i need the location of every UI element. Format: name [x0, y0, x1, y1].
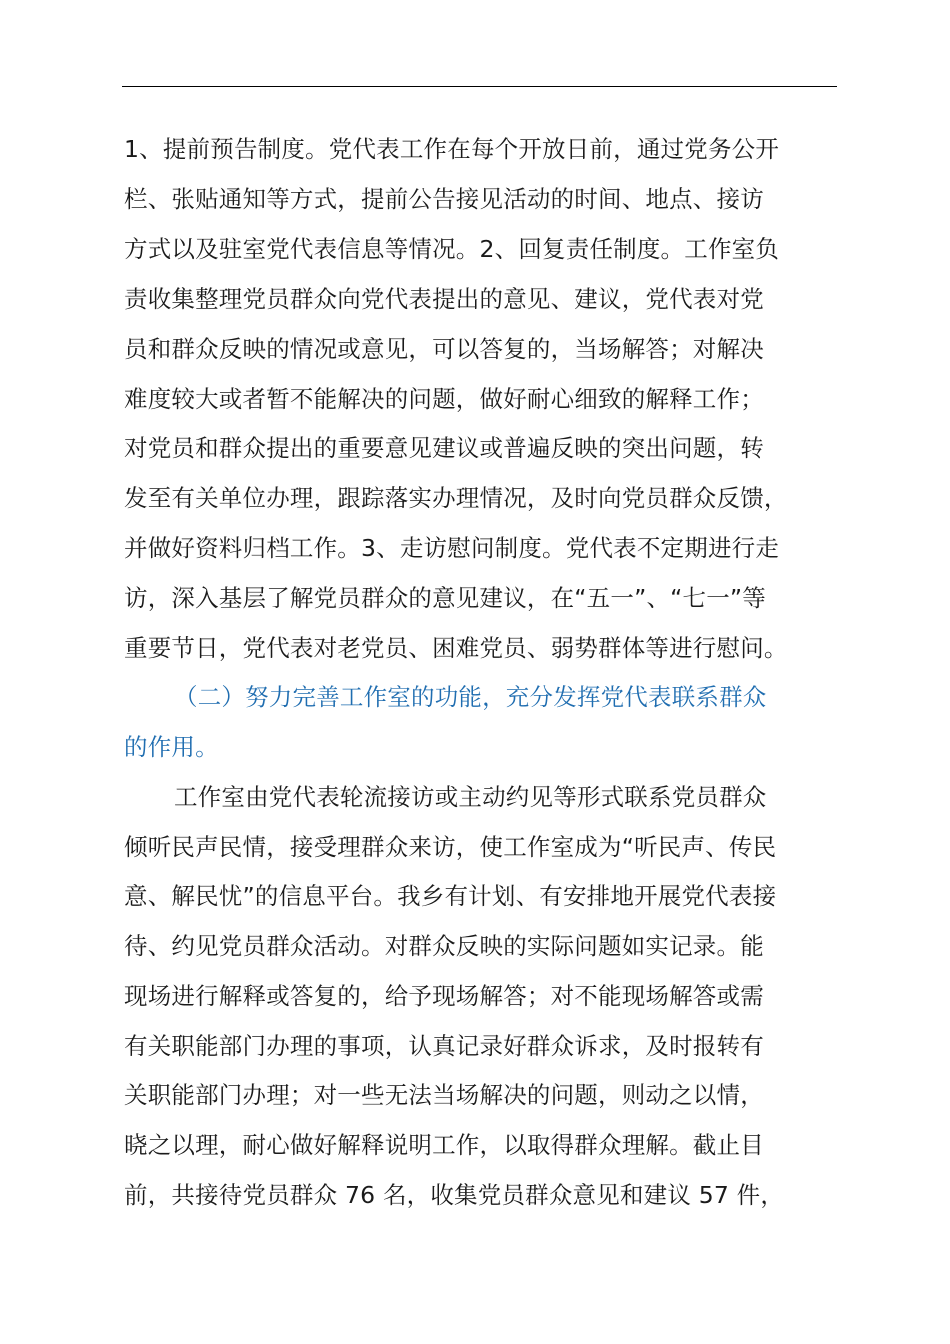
body-line: 访，深入基层了解党员群众的意见建议，在“五一”、“七一”等: [124, 584, 766, 612]
body-line: 对党员和群众提出的重要意见建议或普遍反映的突出问题，转: [124, 434, 764, 462]
body-line: 待、约见党员群众活动。对群众反映的实际问题如实记录。能: [124, 932, 764, 960]
body-line: 意、解民忧”的信息平台。我乡有计划、有安排地开展党代表接: [124, 882, 777, 910]
section-heading-continued: 的作用。: [124, 733, 219, 761]
header-rule: [122, 86, 837, 87]
body-line: 倾听民声民情，接受理群众来访，使工作室成为“听民声、传民: [124, 833, 777, 861]
body-line: 员和群众反映的情况或意见，可以答复的，当场解答；对解决: [124, 335, 764, 363]
body-line: 晓之以理，耐心做好解释说明工作，以取得群众理解。截止目: [124, 1131, 764, 1159]
body-line: 发至有关单位办理，跟踪落实办理情况，及时向党员群众反馈，: [124, 484, 788, 512]
section-heading: （二）努力完善工作室的功能，充分发挥党代表联系群众: [174, 683, 767, 711]
body-line: 栏、张贴通知等方式，提前公告接见活动的时间、地点、接访: [124, 185, 764, 213]
body-line: 方式以及驻室党代表信息等情况。2、回复责任制度。工作室负: [124, 235, 780, 263]
paragraph-first-line: 工作室由党代表轮流接访或主动约见等形式联系党员群众: [174, 783, 767, 811]
body-line: 并做好资料归档工作。3、走访慰问制度。党代表不定期进行走: [124, 534, 780, 562]
body-line: 前，共接待党员群众 76 名，收集党员群众意见和建议 57 件，: [124, 1181, 785, 1209]
body-line: 关职能部门办理；对一些无法当场解决的问题，则动之以情，: [124, 1081, 764, 1109]
body-line: 1、提前预告制度。党代表工作在每个开放日前，通过党务公开: [124, 135, 780, 163]
body-line: 现场进行解释或答复的，给予现场解答；对不能现场解答或需: [124, 982, 764, 1010]
body-line: 责收集整理党员群众向党代表提出的意见、建议，党代表对党: [124, 285, 764, 313]
body-line: 重要节日，党代表对老党员、困难党员、弱势群体等进行慰问。: [124, 634, 788, 662]
body-line: 难度较大或者暂不能解决的问题，做好耐心细致的解释工作；: [124, 385, 764, 413]
body-line: 有关职能部门办理的事项，认真记录好群众诉求，及时报转有: [124, 1032, 764, 1060]
